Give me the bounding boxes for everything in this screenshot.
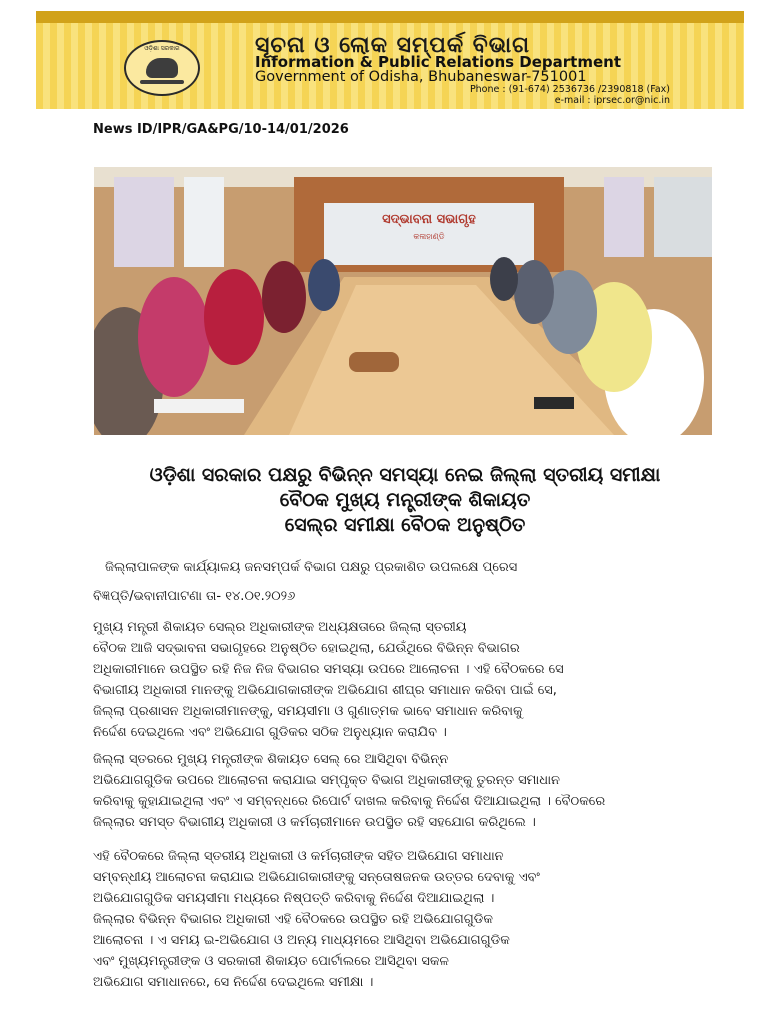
paragraph-line: ମୁଖ୍ୟ ମନ୍ତ୍ରୀ ଶିକାୟତ ସେଲ୍‌ର ଅଧିକାରୀଙ୍କ ଅଧ୍ୟକ୍ଷତାରେ ଜିଲ୍ଲା ସ୍ତରୀୟ	[93, 620, 467, 635]
body-paragraph-2	[93, 749, 715, 833]
meeting-photo	[94, 167, 712, 435]
body-paragraph-1	[93, 617, 715, 743]
paragraph-line: ଜିଲ୍ଲା ସ୍ତରରେ ମୁଖ୍ୟ ମନ୍ତ୍ରୀଙ୍କ ଶିକାୟତ ସେଲ୍ ରେ ଆସିଥିବା ବିଭିନ୍ନ	[93, 752, 449, 767]
emblem-horse-shape	[146, 58, 178, 78]
paragraph-line: କରିବାକୁ କୁହାଯାଇଥିଲା ଏବଂ ଏ ସମ୍ବନ୍ଧରେ ରିପୋର୍ଟ ଦାଖଲ କରିବାକୁ ନିର୍ଦ୍ଦେଶ ଦିଆଯାଇଥିଲା । ବୈଠକରେ	[93, 794, 606, 809]
headline-line2: ବୈଠକ ମୁଖ୍ୟ ମନ୍ତ୍ରୀଙ୍କ ଶିକାୟତ	[279, 489, 531, 511]
paragraph-line: ଅଭିଯୋଗଗୁଡିକ ସମୟସୀମା ମଧ୍ୟରେ ନିଷ୍ପତ୍ତି କରିବାକୁ ନିର୍ଦ୍ଦେଶ ଦିଆଯାଇଥିଲା ।	[93, 891, 495, 906]
paragraph-line: ଅଭିଯୋଗଗୁଡିକ ଉପରେ ଆଲୋଚନା କରାଯାଇ ସମ୍ପୃକ୍ତ ବିଭାଗ ଅଧିକାରୀଙ୍କୁ ତୁରନ୍ତ ସମାଧାନ	[93, 773, 560, 788]
paragraph-line: ନିର୍ଦ୍ଦେଶ ଦେଇଥିଲେ ଏବଂ ଅଭିଯୋଗ ଗୁଡିକର ସଠିକ ଅନୁଧ୍ୟାନ କରାଯିବ ।	[93, 725, 447, 740]
news-id: News ID/IPR/GA&PG/10-14/01/2026	[93, 122, 349, 137]
paragraph-line: ବିଭାଗୀୟ ଅଧିକାରୀ ମାନଙ୍କୁ ଅଭିଯୋଗକାରୀଙ୍କ ଅଭିଯୋଗ ଶୀଘ୍ର ସମାଧାନ କରିବା ପାଇଁ ସେ,	[93, 683, 557, 698]
department-title-english: Information & Public Relations Department	[255, 53, 622, 71]
wall-sign-line1: ସଦ୍‌ଭାବନା ସଭାଗୃହ	[382, 212, 476, 227]
header-top-band	[36, 11, 744, 23]
paragraph-line: ବୈଠକ ଆଜି ସଦ୍‌ଭାବନା ସଭାଗୃହରେ ଅନୁଷ୍ଠିତ ହୋଇଥିଲା, ଯେଉଁଥିରେ ବିଭିନ୍ନ ବିଭାଗର	[93, 641, 520, 656]
subhead-line1: ଜିଲ୍ଲାପାଳଙ୍କ କାର୍ଯ୍ୟାଳୟ ଜନସମ୍ପର୍କ ବିଭାଗ ପକ୍ଷରୁ ପ୍ରକାଶିତ ଉପଲକ୍ଷେ ପ୍ରେସ	[105, 560, 518, 575]
headline-line1: ଓଡ଼ିଶା ସରକାର ପକ୍ଷରୁ ବିଭିନ୍ନ ସମସ୍ୟା ନେଇ ଜିଲ୍ଲା ସ୍ତରୀୟ ସମୀକ୍ଷା	[149, 464, 661, 486]
department-address: Government of Odisha, Bhubaneswar-751001	[255, 69, 587, 85]
headline	[100, 463, 710, 538]
subhead-line2: ବିଜ୍ଞପ୍ତି/ଭବାନୀପାଟଣା ତା- ୧୪.୦୧.୨୦୨୬	[93, 589, 296, 604]
wall-sign-line2: କଳାହାଣ୍ଡି	[413, 232, 445, 241]
department-email: e-mail : iprsec.or@nic.in	[554, 95, 670, 106]
paragraph-line: ଏହି ବୈଠକରେ ଜିଲ୍ଲା ସ୍ତରୀୟ ଅଧିକାରୀ ଓ କର୍ମଚାରୀଙ୍କ ସହିତ ଅଭିଯୋଗ ସମାଧାନ	[93, 849, 504, 864]
paragraph-line: ଏବଂ ମୁଖ୍ୟମନ୍ତ୍ରୀଙ୍କ ଓ ସରକାରୀ ଶିକାୟତ ପୋର୍ଟାଲରେ ଆସିଥିବା ସକଳ	[93, 954, 449, 969]
headline-line3: ସେଲ୍‌ର ସମୀକ୍ଷା ବୈଠକ ଅନୁଷ୍ଠିତ	[284, 514, 526, 536]
meeting-photo-illustration	[94, 167, 712, 435]
paragraph-line: ଅଧିକାରୀମାନେ ଉପସ୍ଥିତ ରହି ନିଜ ନିଜ ବିଭାଗର ସମସ୍ୟା ଉପରେ ଆଲୋଚନା । ଏହି ବୈଠକରେ ସେ	[93, 662, 564, 677]
press-release-subhead	[93, 553, 713, 611]
paragraph-line: ଜିଲ୍ଲାର ବିଭିନ୍ନ ବିଭାଗର ଅଧିକାରୀ ଏହି ବୈଠକରେ ଉପସ୍ଥିତ ରହି ଅଭିଯୋଗଗୁଡିକ	[93, 912, 493, 927]
body-paragraph-3	[93, 846, 715, 993]
emblem-text: ଓଡ଼ିଶା ସରକାର	[144, 45, 180, 52]
odisha-emblem-icon	[124, 40, 200, 96]
paragraph-line: ଜିଲ୍ଲା ପ୍ରଶାସନ ଅଧିକାରୀମାନଙ୍କୁ, ସମୟସୀମା ଓ ଗୁଣାତ୍ମକ ଭାବେ ସମାଧାନ କରିବାକୁ	[93, 704, 523, 719]
paragraph-line: ସମ୍ବନ୍ଧୀୟ ଆଲୋଚନା କରାଯାଇ ଅଭିଯୋଗକାରୀଙ୍କୁ ସନ୍ତୋଷଜନକ ଉତ୍ତର ଦେବାକୁ ଏବଂ	[93, 870, 540, 885]
paragraph-line: ଜିଲ୍ଲାର ସମସ୍ତ ବିଭାଗୀୟ ଅଧିକାରୀ ଓ କର୍ମଚାରୀମାନେ ଉପସ୍ଥିତ ରହି ସହଯୋଗ କରିଥିଲେ ।	[93, 815, 536, 830]
department-title-odia: ସୂଚନା ଓ ଲୋକ ସମ୍ପର୍କ ବିଭାଗ	[255, 33, 531, 58]
paragraph-line: ଅଭିଯୋଗ ସମାଧାନରେ, ସେ ନିର୍ଦ୍ଦେଶ ଦେଇଥିଲେ ସମୀକ୍ଷା ।	[93, 975, 374, 990]
department-phone: Phone : (91-674) 2536736 /2390818 (Fax)	[469, 84, 670, 95]
paragraph-line: ଆଲୋଚନା । ଏ ସମୟ ଇ-ଅଭିଯୋଗ ଓ ଅନ୍ୟ ମାଧ୍ୟମରେ ଆସିଥିବା ଅଭିଯୋଗଗୁଡିକ	[93, 933, 510, 948]
emblem-base-shape	[140, 80, 184, 84]
